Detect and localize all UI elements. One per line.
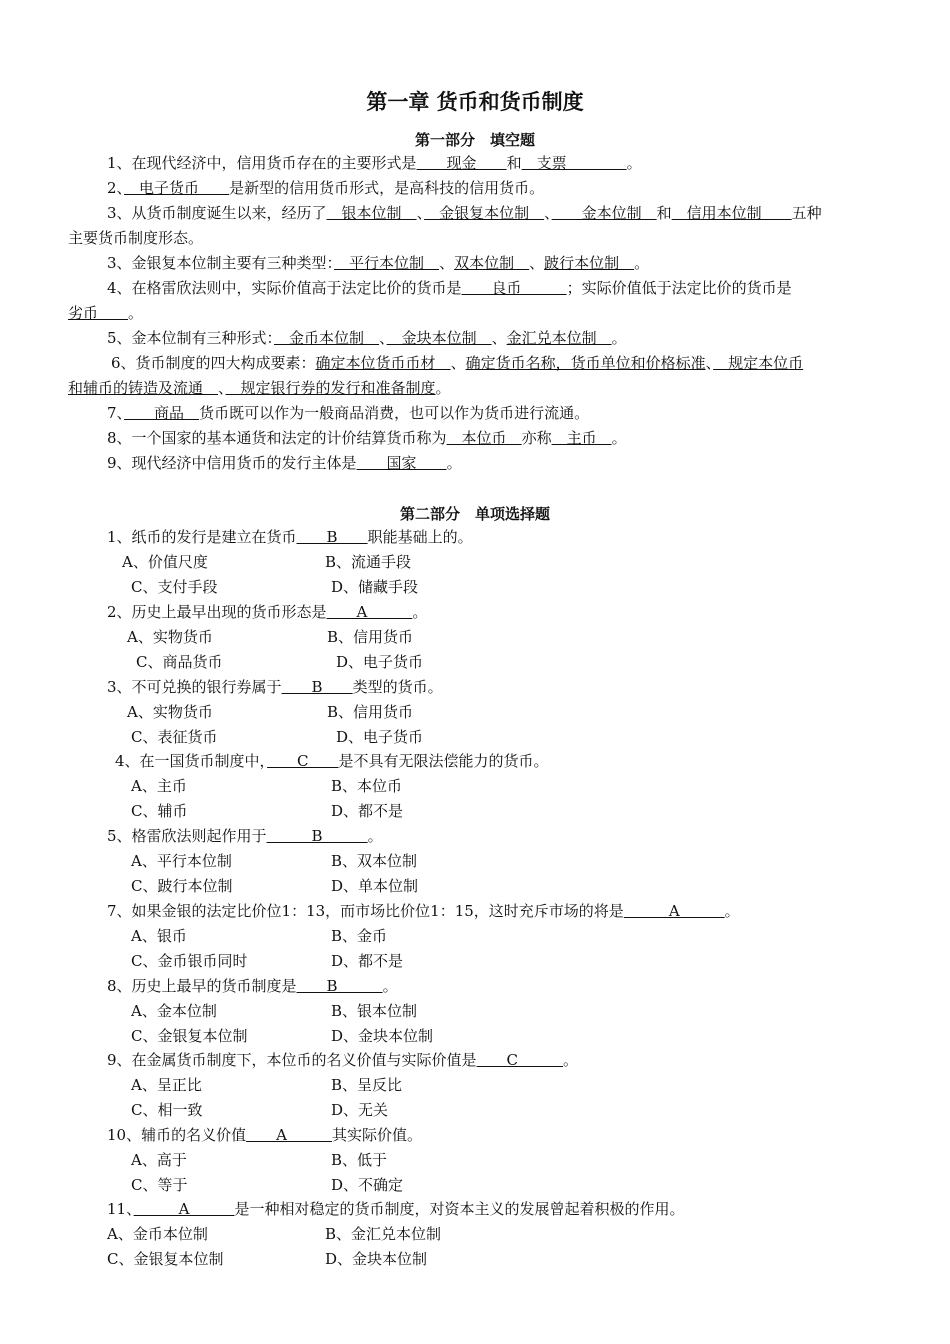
option-c: C、金银复本位制: [107, 1250, 224, 1268]
option-c: C、相一致: [131, 1101, 203, 1119]
fill-question-7: 6、货币制度的四大构成要素：确定本位货币币材 、确定货币名称，货币单位和价格标准、 规定本位币: [111, 354, 804, 372]
question-text: 10、辅币的名义价值: [107, 1126, 247, 1144]
choice-question-6: [107, 901, 740, 921]
fill-question-3: 3、从货币制度诞生以来，经历了 银本位制 、 金银复本位制 、 金本位制 和 信用本位制 五种: [107, 204, 822, 222]
answer-blank: A: [133, 1200, 235, 1218]
option-c: C、辅币: [131, 802, 188, 820]
question-text: 5、格雷欣法则起作用于: [107, 827, 267, 845]
option-d: D、都不是: [331, 952, 404, 970]
choice-question-5: [107, 826, 383, 846]
option-d: D、单本位制: [331, 877, 419, 895]
answer-blank: 金银复本位制: [424, 204, 545, 222]
answer-blank: B: [296, 977, 383, 995]
answer-blank: 电子货币: [124, 179, 230, 197]
answer-blank: 金币本位制: [274, 329, 380, 347]
answer-blank: 国家: [356, 454, 447, 472]
fill-question-6: 5、金本位制有三种形式： 金币本位制 、 金块本位制 、金汇兑本位制 。: [107, 329, 627, 347]
answer-blank: 金块本位制: [386, 329, 492, 347]
option-b: B、金币: [331, 927, 388, 945]
option-c: C、表征货币: [131, 728, 218, 746]
choice-question-7: [107, 976, 398, 996]
option-b: B、呈反比: [331, 1076, 403, 1094]
answer-blank: 银本位制: [326, 204, 417, 222]
option-c: C、金币银币同时: [131, 952, 248, 970]
option-a: A、高于: [131, 1151, 187, 1169]
option-a: A、金本位制: [131, 1002, 217, 1020]
question-text: 。: [563, 1051, 579, 1069]
option-b: B、本位币: [331, 777, 403, 795]
fill-question-9: 8、一个国家的基本通货和法定的计价结算货币称为 本位币 亦称 主币 。: [107, 429, 627, 447]
option-b: B、低于: [331, 1151, 388, 1169]
question-text: 9、在金属货币制度下，本位币的名义价值与实际价值是: [107, 1051, 477, 1069]
answer-blank: A: [246, 1126, 332, 1144]
question-text: 。: [724, 902, 740, 920]
fill-question-7-cont: 和辅币的铸造及流通 、 规定银行券的发行和准备制度。: [68, 379, 451, 397]
answer-blank: A: [623, 902, 725, 920]
answer-blank: B: [266, 827, 368, 845]
question-text: 2、历史上最早出现的货币形态是: [107, 603, 327, 621]
answer-blank: 商品: [124, 404, 200, 422]
option-a: A、主币: [131, 777, 187, 795]
choice-question-1: [107, 527, 473, 547]
answer-blank: 平行本位制: [334, 254, 440, 272]
option-b: B、信用货币: [327, 703, 414, 721]
question-text: 是不具有无限法偿能力的货币。: [338, 752, 549, 770]
fill-question-5-cont: 劣币 。: [68, 304, 144, 322]
question-text: 职能基础上的。: [367, 528, 473, 546]
option-b: B、银本位制: [331, 1002, 418, 1020]
question-text: 是一种相对稳定的货币制度，对资本主义的发展曾起着积极的作用。: [234, 1200, 685, 1218]
answer-blank: 规定本位币: [713, 354, 804, 372]
answer-blank: 信用本位制: [671, 204, 792, 222]
answer-blank: 金本位制: [551, 204, 657, 222]
option-a: A、金币本位制: [107, 1225, 208, 1243]
choice-question-2: [107, 602, 427, 622]
question-text: 其实际价值。: [331, 1126, 422, 1144]
choice-question-4: [115, 751, 549, 771]
question-text: 11、: [107, 1200, 134, 1218]
answer-blank: 现金: [416, 154, 507, 172]
option-d: D、不确定: [331, 1176, 404, 1194]
choice-question-3: [107, 677, 443, 697]
fill-question-4: 3、金银复本位制主要有三种类型： 平行本位制 、双本位制 、跛行本位制 。: [107, 254, 650, 272]
option-b: B、金汇兑本位制: [325, 1225, 442, 1243]
choice-question-8: [107, 1050, 578, 1070]
question-text: 4、在一国货币制度中，: [115, 752, 268, 770]
choice-question-9: [107, 1125, 422, 1145]
option-a: A、呈正比: [131, 1076, 202, 1094]
option-c: C、金银复本位制: [131, 1027, 248, 1045]
fill-question-1: 1、在现代经济中，信用货币存在的主要形式是 现金 和 支票 。: [107, 154, 642, 172]
answer-blank: 规定银行券的发行和准备制度: [225, 379, 436, 397]
fill-question-8: 7、 商品 货币既可以作为一般商品消费，也可以作为货币进行流通。: [107, 404, 590, 422]
answer-blank: C: [476, 1051, 564, 1069]
fill-question-5: 4、在格雷欣法则中，实际价值高于法定比价的货币是 良币 ；实际价值低于法定比价的货币是: [107, 279, 792, 297]
answer-blank: 确定本位货币币材: [315, 354, 451, 372]
question-text: 1、纸币的发行是建立在货币: [107, 528, 297, 546]
answer-blank: 金汇兑本位制: [506, 329, 612, 347]
question-text: 。: [367, 827, 383, 845]
question-text: 7、如果金银的法定比价位1：13，而市场比价位1：15，这时充斥市场的将是: [107, 902, 624, 920]
answer-blank: 跛行本位制: [544, 254, 635, 272]
option-d: D、无关: [331, 1101, 389, 1119]
option-a: A、实物货币: [127, 628, 213, 646]
answer-blank: A: [326, 603, 413, 621]
option-a: A、价值尺度: [122, 553, 208, 571]
fill-question-2: 2、 电子货币 是新型的信用货币形式，是高科技的信用货币。: [107, 179, 545, 197]
option-a: A、银币: [131, 927, 187, 945]
option-b: B、流通手段: [325, 553, 412, 571]
question-text: 8、历史上最早的货币制度是: [107, 977, 297, 995]
option-d: D、电子货币: [336, 653, 424, 671]
answer-blank: 劣币: [68, 304, 129, 322]
answer-blank: 本位币: [446, 429, 522, 447]
option-c: C、等于: [131, 1176, 188, 1194]
option-c: C、跛行本位制: [131, 877, 233, 895]
answer-blank: 支票: [521, 154, 627, 172]
question-text: 3、不可兑换的银行券属于: [107, 678, 282, 696]
option-d: D、都不是: [331, 802, 404, 820]
answer-blank: B: [296, 528, 368, 546]
answer-blank: 良币: [461, 279, 567, 297]
question-text: 。: [382, 977, 398, 995]
choice-question-10: [107, 1199, 684, 1219]
option-a: A、实物货币: [127, 703, 213, 721]
question-text: 。: [412, 603, 428, 621]
fill-question-3-cont: 主要货币制度形态。: [68, 229, 204, 247]
option-d: D、金块本位制: [325, 1250, 428, 1268]
option-a: A、平行本位制: [131, 852, 232, 870]
answer-blank: B: [281, 678, 353, 696]
option-c: C、商品货币: [136, 653, 223, 671]
answer-blank: C: [267, 752, 339, 770]
answer-blank: 双本位制: [454, 254, 530, 272]
part2-heading: 第二部分 单项选择题: [399, 505, 550, 523]
answer-blank: 和辅币的铸造及流通: [68, 379, 219, 397]
option-d: D、金块本位制: [331, 1027, 434, 1045]
option-d: D、电子货币: [336, 728, 424, 746]
part1-heading: 第一部分 填空题: [414, 131, 535, 149]
chapter-title: 第一章 货币和货币制度: [366, 90, 584, 114]
answer-blank: 主币: [551, 429, 612, 447]
option-c: C、支付手段: [131, 578, 218, 596]
question-text: 类型的货币。: [352, 678, 443, 696]
option-b: B、双本位制: [331, 852, 418, 870]
option-d: D、储藏手段: [331, 578, 419, 596]
answer-blank: 确定货币名称，货币单位和价格标准: [465, 354, 706, 372]
option-b: B、信用货币: [327, 628, 414, 646]
fill-question-10: 9、现代经济中信用货币的发行主体是 国家 。: [107, 454, 462, 472]
